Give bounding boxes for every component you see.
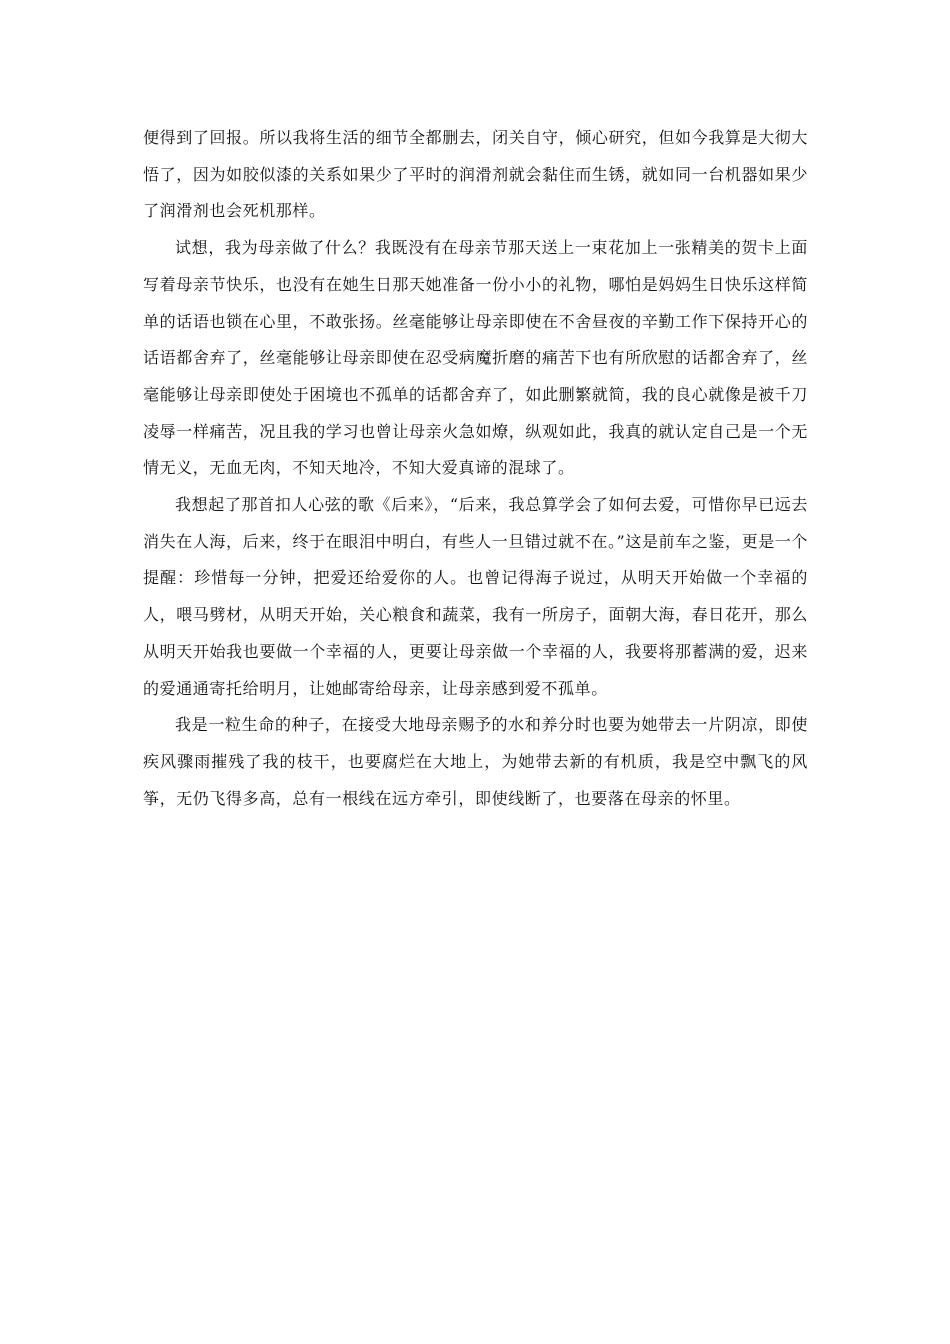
- paragraph: 我想起了那首扣人心弦的歌《后来》，“后来，我总算学会了如何去爱，可惜你早已远去消失在人海，后来，终于在眼泪中明白，有些人一旦错过就不在。”这是前车之鉴，更是一个提醒：珍惜每一分钟，把爱还给爱你的人。也曾记得海子说过，从明天开始做一个幸福的人，喂马劈材，从明天开始，关心粮食和蔬菜，我有一所房子，面朝大海，春日花开，那么从明天开始我也要做一个幸福的人，更要让母亲做一个幸福的人，我要将那蓄满的爱，迟来的爱通通寄托给明月，让她邮寄给母亲，让母亲感到爱不孤单。: [143, 495, 808, 698]
- document-body: [143, 120, 808, 817]
- paragraph-continuation: 便得到了回报。所以我将生活的细节全都删去，闭关自守，倾心研究，但如今我算是大彻大悟了，因为如胶似漆的关系如果少了平时的润滑剂就会黏住而生锈，就如同一台机器如果少了润滑剂也会死机那样。: [143, 128, 808, 221]
- paragraph: 我是一粒生命的种子，在接受大地母亲赐予的水和养分时也要为她带去一片阴凉，即使疾风骤雨摧残了我的枝干，也要腐烂在大地上，为她带去新的有机质，我是空中飘飞的风筝，无仍飞得多高，总有一根线在远方牵引，即使线断了，也要落在母亲的怀里。: [143, 715, 808, 808]
- paragraph: 试想，我为母亲做了什么？我既没有在母亲节那天送上一束花加上一张精美的贺卡上面写着母亲节快乐，也没有在她生日那天她准备一份小小的礼物，哪怕是妈妈生日快乐这样简单的话语也锁在心里，不敢张扬。丝毫能够让母亲即使在不舍昼夜的辛勤工作下保持开心的话语都舍弃了，丝毫能够让母亲即使在忍受病魔折磨的痛苦下也有所欣慰的话都舍弃了，丝毫能够让母亲即使处于困境也不孤单的话都舍弃了，如此删繁就简，我的良心就像是被千刀凌辱一样痛苦，况且我的学习也曾让母亲火急如燎，纵观如此，我真的就认定自己是一个无情无义，无血无肉，不知天地冷，不知大爱真谛的混球了。: [143, 238, 808, 478]
